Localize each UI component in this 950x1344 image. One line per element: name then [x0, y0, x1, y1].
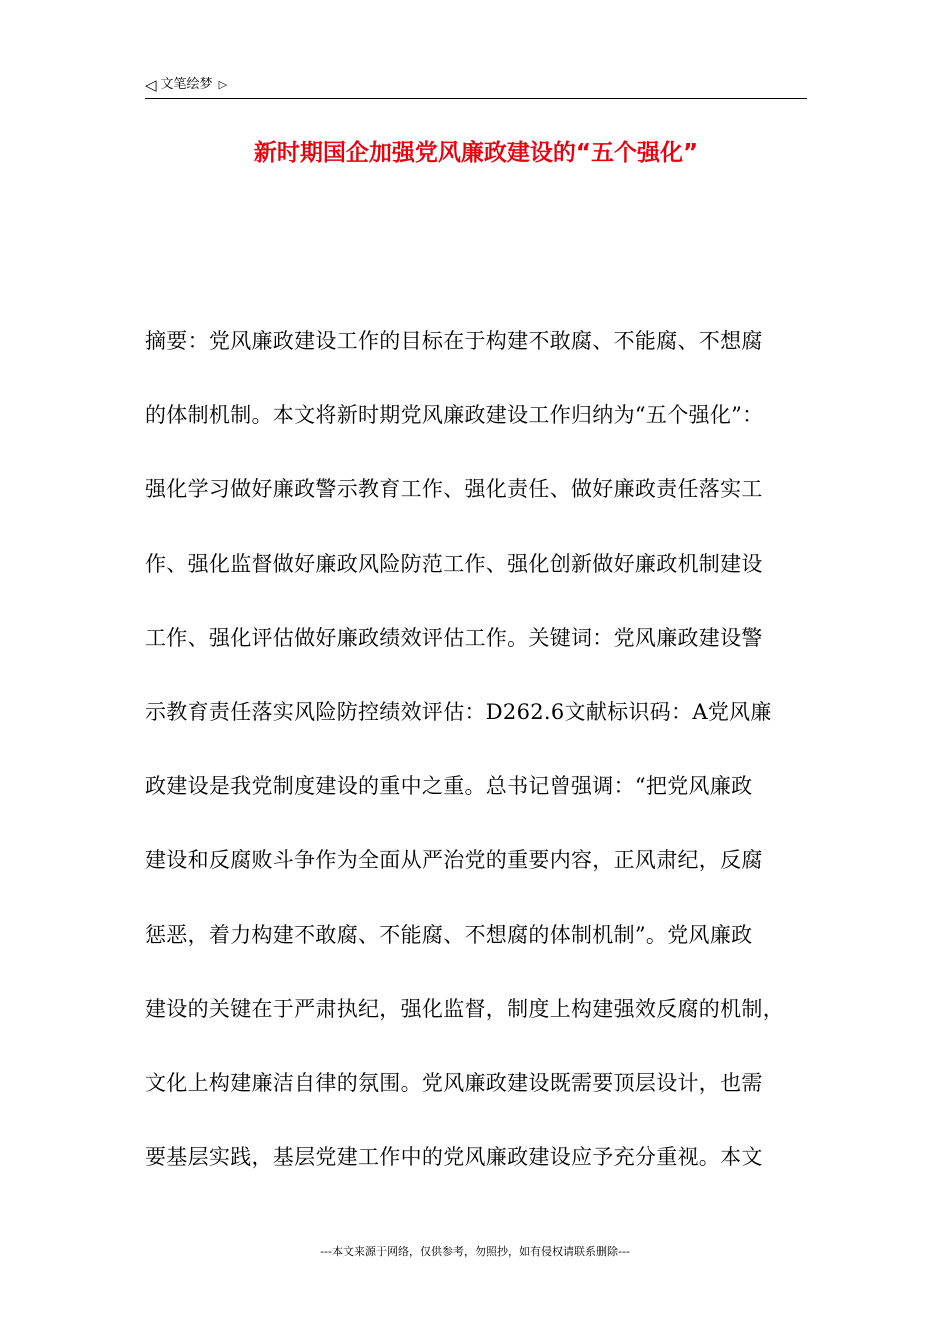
triangle-right-icon: ▷ — [218, 78, 228, 91]
body-line: 惩恶，着力构建不敢腐、不能腐、不想腐的体制机制”。党风廉政 — [145, 922, 753, 947]
body-line: 文化上构建廉洁自律的氛围。党风廉政建设既需要顶层设计，也需 — [145, 1070, 763, 1095]
page-footer: ---本文来源于网络，仅供参考，勿照抄，如有侵权请联系删除--- — [320, 1245, 630, 1258]
body-line: 要基层实践，基层党建工作中的党风廉政建设应予充分重视。本文 — [145, 1145, 763, 1170]
body-line: 强化学习做好廉政警示教育工作、强化责任、做好廉政责任落实工 — [145, 477, 763, 502]
document-body — [145, 321, 813, 1211]
header-brand: 文笔绘梦 — [160, 77, 213, 92]
body-line: 作、强化监督做好廉政风险防范工作、强化创新做好廉政机制建设 — [145, 551, 763, 576]
body-line: 建设和反腐败斗争作为全面从严治党的重要内容，正风肃纪，反腐 — [145, 848, 763, 873]
triangle-left-icon: ◁ — [145, 76, 157, 94]
body-line: 示教育责任落实风险防控绩效评估：D262.6文献标识码：A党风廉 — [145, 699, 772, 724]
body-line: 的体制机制。本文将新时期党风廉政建设工作归纳为“五个强化”： — [145, 403, 764, 428]
page-header — [145, 72, 807, 99]
document-title: 新时期国企加强党风廉政建设的“五个强化” — [253, 140, 699, 166]
body-line: 政建设是我党制度建设的重中之重。总书记曾强调：“把党风廉政 — [145, 774, 753, 799]
body-line: 工作、强化评估做好廉政绩效评估工作。关键词：党风廉政建设警 — [145, 625, 763, 650]
body-line: 摘要：党风廉政建设工作的目标在于构建不敢腐、不能腐、不想腐 — [145, 329, 763, 353]
body-line: 建设的关键在于严肃执纪，强化监督，制度上构建强效反腐的机制， — [145, 996, 784, 1021]
